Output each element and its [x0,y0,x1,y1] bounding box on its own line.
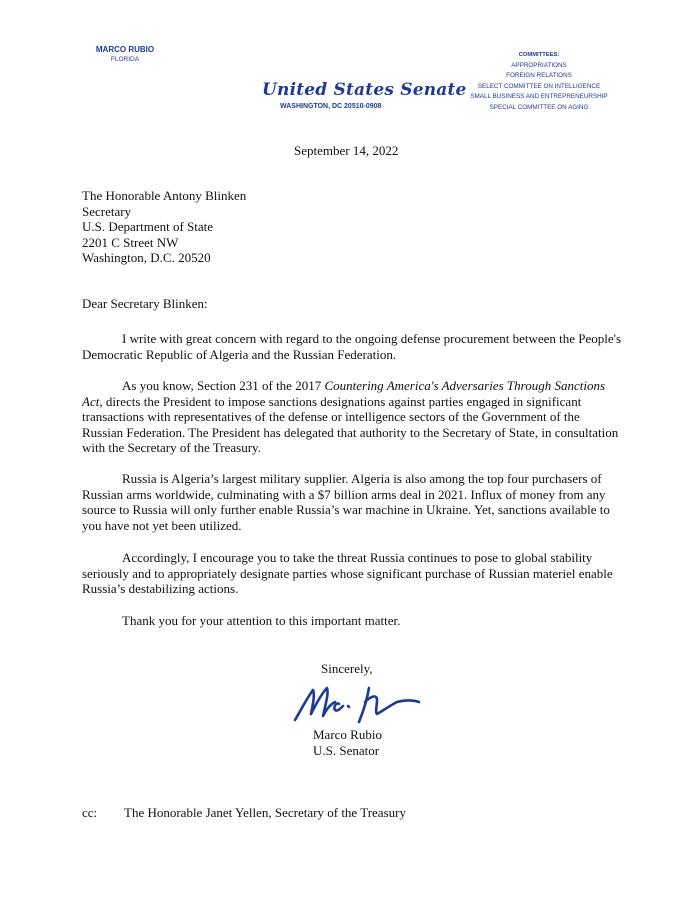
committee-item: SMALL BUSINESS AND ENTREPRENEURSHIP [470,93,608,100]
body-paragraph-5 [82,613,622,629]
committees-heading: COMMITTEES: [518,52,560,58]
salutation: Dear Secretary Blinken: [82,296,208,311]
letter-date: September 14, 2022 [294,143,399,158]
senate-title: United States Senate [262,80,467,100]
signer-block [313,727,382,758]
body-paragraph-2 [82,378,622,456]
paragraph-text: Russia is Algeria’s largest military supplier. Algeria is also among the top four purchasers of Russian arms worldwide, culminating with a $7 billion arms deal in 2021. Influx of money from any source to Russia will only further enable Russia’s war machine in Ukraine. Yet, sanctions available to you have not yet been utilized. [82,471,610,533]
committee-item: SPECIAL COMMITTEE ON AGING [489,103,589,111]
recipient-city: Washington, D.C. 20520 [82,250,211,265]
senator-name: MARCO RUBIO [95,45,155,54]
cc-label: cc: [82,805,98,820]
recipient-name: The Honorable Antony Blinken [82,188,247,203]
committee-item: APPROPRIATIONS [511,61,567,69]
committee-item: SELECT COMMITTEE ON INTELLIGENCE [477,82,601,90]
handwritten-signature [293,680,423,728]
body-paragraph-4 [82,550,622,597]
body-paragraph-1 [82,331,622,362]
paragraph-text: , directs the President to impose sanctions designations against parties engaged in significant transactions with representatives of the defense or intelligence sectors of the Government of the Russian Federation. The President has delegated that authority to the Secretary of State, in consultation with the Secretary of the Treasury. [82,393,619,456]
closing: Sincerely, [321,661,373,676]
signer-name: Marco Rubio [313,727,382,742]
body-paragraph-3 [82,471,622,533]
recipient-address [82,188,246,266]
senate-address: WASHINGTON, DC 20510-0908 [280,103,382,110]
committee-item: FOREIGN RELATIONS [506,72,572,79]
act-title: Countering America's Adversaries Through Sanctions Act [82,378,606,409]
paragraph-text: As you know, Section 231 of the 2017 [122,378,325,393]
paragraph-text: Accordingly, I encourage you to take the threat Russia continues to pose to global stability seriously and to appropriately designate parties whose significant purchase of Russian materiel enable Russia’s destabilizing actions. [82,550,613,597]
recipient-street: 2201 C Street NW [82,234,179,250]
recipient-title: Secretary [82,203,132,219]
senator-state: FLORIDA [110,56,140,63]
cc-recipient: The Honorable Janet Yellen, Secretary of the Treasury [124,805,406,820]
paragraph-text: Thank you for your attention to this important matter. [122,613,401,628]
signer-title: U.S. Senator [313,742,380,758]
paragraph-text: I write with great concern with regard to the ongoing defense procurement between the People's Democratic Republic of Algeria and the Russian Federation. [82,331,622,362]
committees-list [462,50,616,113]
recipient-department: U.S. Department of State [82,219,214,234]
